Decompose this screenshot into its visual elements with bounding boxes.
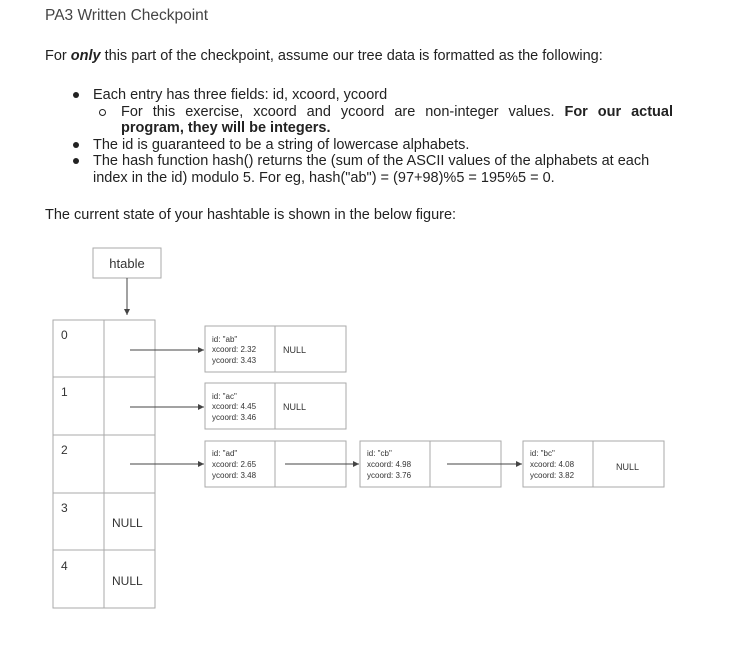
sub-bullet-bold: For our actual program, they will be integers.	[121, 103, 674, 136]
bullet-text: The hash function hash() returns the (sum of the ASCII values of the alphabets at each index in the id) modulo 5. For eg, hash("ab") = (97+98)%5 = 195%5 = 0.	[93, 153, 650, 186]
state-paragraph: The current state of your hashtable is shown in the below figure:	[45, 207, 457, 223]
node-ycoord: ycoord: 3.43	[212, 356, 257, 365]
intro-emphasis: only	[70, 48, 101, 64]
node-xcoord: xcoord: 2.32	[212, 345, 257, 354]
node-ycoord: ycoord: 3.46	[212, 413, 257, 422]
index-label: 2	[61, 443, 68, 457]
intro-before: For	[45, 48, 71, 64]
page-title: PA3 Written Checkpoint	[45, 7, 209, 24]
index-label: 1	[61, 385, 68, 399]
index-label: 3	[61, 501, 68, 515]
node-id: id: "ab"	[212, 335, 238, 344]
intro-after: this part of the checkpoint, assume our tree data is formatted as the following:	[100, 48, 603, 64]
bullet-text: Each entry has three fields: id, xcoord, ycoord	[93, 87, 388, 103]
null-label: NULL	[112, 574, 143, 588]
node-id: id: "ac"	[212, 392, 237, 401]
sub-bullet-text: For this exercise, xcoord and ycoord are non-integer values.	[121, 103, 555, 120]
node-id: id: "cb"	[367, 449, 392, 458]
node-xcoord: xcoord: 4.45	[212, 402, 257, 411]
null-label: NULL	[112, 516, 143, 530]
node-ycoord: ycoord: 3.82	[530, 471, 575, 480]
bullet-text: The id is guaranteed to be a string of lowercase alphabets.	[93, 136, 470, 153]
node-ycoord: ycoord: 3.76	[367, 471, 412, 480]
node-next-null: NULL	[283, 345, 307, 355]
node-ac	[205, 383, 346, 429]
index-label: 4	[61, 559, 68, 573]
node-next-null: NULL	[616, 462, 640, 472]
node-bc	[523, 441, 664, 487]
node-id: id: "bc"	[530, 449, 555, 458]
node-id: id: "ad"	[212, 449, 238, 458]
node-ab	[205, 326, 346, 372]
node-ycoord: ycoord: 3.48	[212, 471, 257, 480]
node-xcoord: xcoord: 2.65	[212, 460, 257, 469]
htable-label: htable	[109, 256, 145, 271]
node-xcoord: xcoord: 4.98	[367, 460, 412, 469]
node-next-null: NULL	[283, 402, 307, 412]
index-label: 0	[61, 328, 68, 342]
node-xcoord: xcoord: 4.08	[530, 460, 575, 469]
